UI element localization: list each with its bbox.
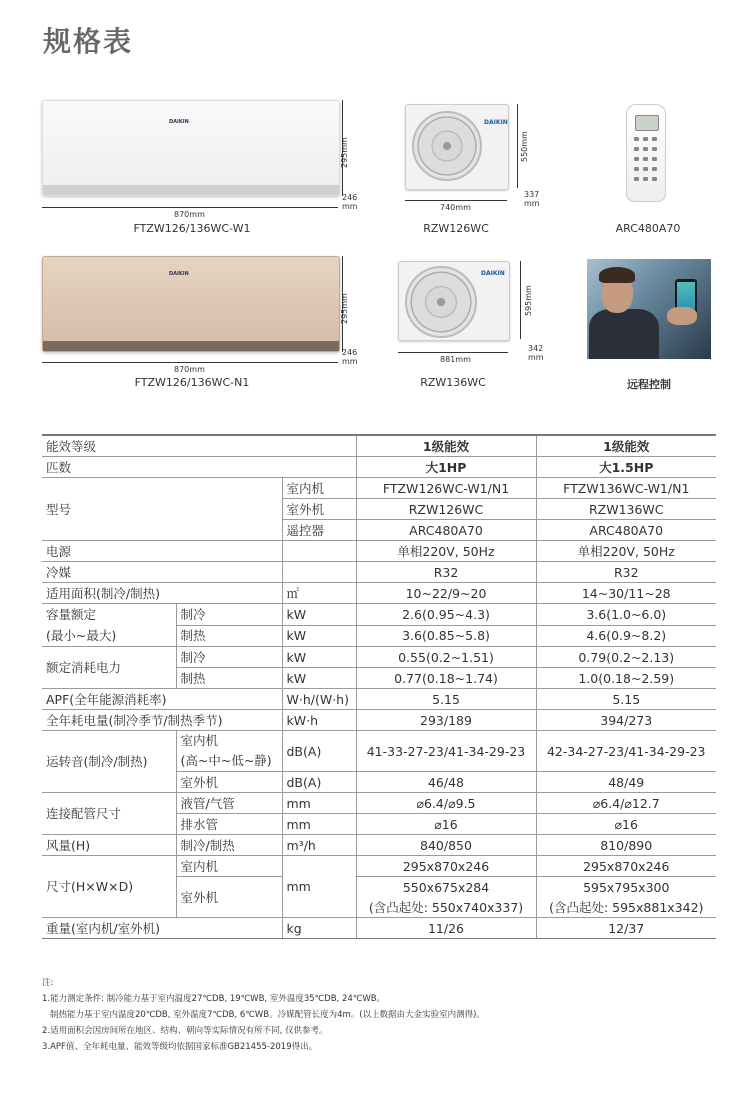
table-row: 遥控器 ARC480A70 ARC480A70 xyxy=(42,520,716,541)
table-row: 风量(H) 制冷/制热 m³/h 840/850 810/890 xyxy=(42,835,716,856)
table-row: 额定消耗电力 制冷 kW 0.55(0.2~1.51) 0.79(0.2~2.13) xyxy=(42,647,716,668)
daikin-logo-icon: DAIKIN xyxy=(484,119,508,126)
outdoor-unit-136-image xyxy=(398,261,510,341)
outdoor-126-height: 550mm xyxy=(520,131,529,162)
daikin-logo-icon: DAIKIN xyxy=(481,270,505,277)
footnotes: 注: 1.能力测定条件: 制冷能力基于室内温度27℃DB, 19℃WB, 室外温度35℃DB, 24℃WB。 制热能力基于室内温度20℃DB, 室外温度7℃DB, 6℃WB。冷媒配管长度为4m。(以上数据由大金实验室内测得)。 2.适用面积会因房间所在地区、结构、朝向等实际情况有所不同, 仅供参考。 3.APF值、全年耗电量、能效等级均依据国家标准GB21455-2019得出。 xyxy=(42,978,485,1052)
table-row: 冷媒 R32 R32 xyxy=(42,562,716,583)
indoor-gold-width: 870mm xyxy=(174,365,205,374)
indoor-gold-height: 295mm xyxy=(340,293,349,324)
table-row: 排水管 mm ⌀16 ⌀16 xyxy=(42,814,716,835)
page-title: 规格表 xyxy=(43,25,134,58)
indoor-unit-gold-image xyxy=(42,256,340,352)
indoor-gold-depth: 246 mm xyxy=(342,348,358,366)
indoor-white-height: 295mm xyxy=(340,137,349,168)
remote-control-photo xyxy=(587,259,711,359)
table-row: 运转音(制冷/制热) 室内机 (高~中~低~静) dB(A) 41-33-27-23/41-34-29-23 42-34-27-23/41-34-29-23 xyxy=(42,731,716,772)
daikin-logo-icon: DAIKIN xyxy=(169,271,189,277)
table-row: 全年耗电量(制冷季节/制热季节) kW·h 293/189 394/273 xyxy=(42,710,716,731)
indoor-gold-caption: FTZW126/136WC-N1 xyxy=(134,376,250,389)
table-row: 室外机 dB(A) 46/48 48/49 xyxy=(42,772,716,793)
indoor-white-depth: 246 mm xyxy=(342,193,358,211)
outdoor-126-width: 740mm xyxy=(440,203,471,212)
table-row: 制热 kW 0.77(0.18~1.74) 1.0(0.18~2.59) xyxy=(42,668,716,689)
table-row: 匹数 大1HP 大1.5HP xyxy=(42,457,716,478)
outdoor-126-depth: 337 mm xyxy=(524,190,540,208)
table-row: 容量额定 (最小~最大) 制冷 kW 2.6(0.95~4.3) 3.6(1.0~6.0) xyxy=(42,604,716,626)
remote-controller-image xyxy=(626,104,666,202)
indoor-white-width: 870mm xyxy=(174,210,205,219)
outdoor-unit-126-image xyxy=(405,104,509,190)
outdoor-136-width: 881mm xyxy=(440,355,471,364)
outdoor-136-caption: RZW136WC xyxy=(420,376,486,389)
table-row: 型号 室内机 FTZW126WC-W1/N1 FTZW136WC-W1/N1 xyxy=(42,478,716,499)
indoor-unit-white-image xyxy=(42,100,340,196)
table-row: 室外机 RZW126WC RZW136WC xyxy=(42,499,716,520)
daikin-logo-icon: DAIKIN xyxy=(169,119,189,125)
table-row: APF(全年能源消耗率) W·h/(W·h) 5.15 5.15 xyxy=(42,689,716,710)
outdoor-136-height: 595mm xyxy=(524,285,533,316)
table-row: 能效等级 1级能效 1级能效 xyxy=(42,435,716,457)
table-row: 重量(室内机/室外机) kg 11/26 12/37 xyxy=(42,918,716,939)
table-row: 适用面积(制冷/制热) ㎡ 10~22/9~20 14~30/11~28 xyxy=(42,583,716,604)
table-row: 连接配管尺寸 液管/气管 mm ⌀6.4/⌀9.5 ⌀6.4/⌀12.7 xyxy=(42,793,716,814)
spec-table: 能效等级 1级能效 1级能效 匹数 大1HP 大1.5HP 型号 室内机 FTZW126WC-W1/N1 FTZW136WC-W1/N1 室外机 RZW126WC RZW136WC 遥控器 ARC480A70 ARC480A70 电源 单相220V, 50Hz 单相220V, 50Hz 冷媒 R32 R32 适用面积(制冷/制热) ㎡ 10~22/9~20 14~30/11~28 容量额定 (最小~最大) 制冷 kW 2.6(0.95~4.3) 3.6(1.0~6.0) 制热 kW 3.6(0.85~5.8) 4.6(0.9~8.2) 额定消耗电力 制冷 kW 0.55(0.2~1.51) 0.79(0.2~2.13) 制热 kW 0.77(0.18~1.74) 1.0(0.18~2.59) APF(全年能源消耗率) W·h/(W·h) 5.15 5.15 全年耗电量(制冷季节/制热季节) kW·h 293/189 394/273 运转音(制冷/制热) 室内机 (高~中~低~静) dB(A) 41-33-27-23/41-34-29-23 42-34-27-23/41-34-29-23 室外机 dB(A) 46/48 48/49 连接配管尺寸 液管/气管 mm ⌀6.4/⌀9.5 ⌀6.4/⌀12.7 排水管 mm ⌀16 ⌀16 风量(H) 制冷/制热 m³/h 840/850 810/890 尺寸(H×W×D) 室内机 mm 295x870x246 295x870x246 室外机 550x675x284 595x795x300 (含凸起处: 550x740x337) (含凸起处: 595x881x342) 重量(室内机/室外机) kg 11/26 12/37 xyxy=(42,434,716,939)
remote-caption: ARC480A70 xyxy=(615,222,681,235)
table-row: 制热 kW 3.6(0.85~5.8) 4.6(0.9~8.2) xyxy=(42,625,716,647)
outdoor-136-depth: 342 mm xyxy=(528,344,544,362)
remote-control-caption: 远程控制 xyxy=(627,378,671,391)
table-row: 电源 单相220V, 50Hz 单相220V, 50Hz xyxy=(42,541,716,562)
outdoor-126-caption: RZW126WC xyxy=(423,222,489,235)
indoor-white-caption: FTZW126/136WC-W1 xyxy=(133,222,251,235)
table-row: 尺寸(H×W×D) 室内机 mm 295x870x246 295x870x246 xyxy=(42,856,716,877)
